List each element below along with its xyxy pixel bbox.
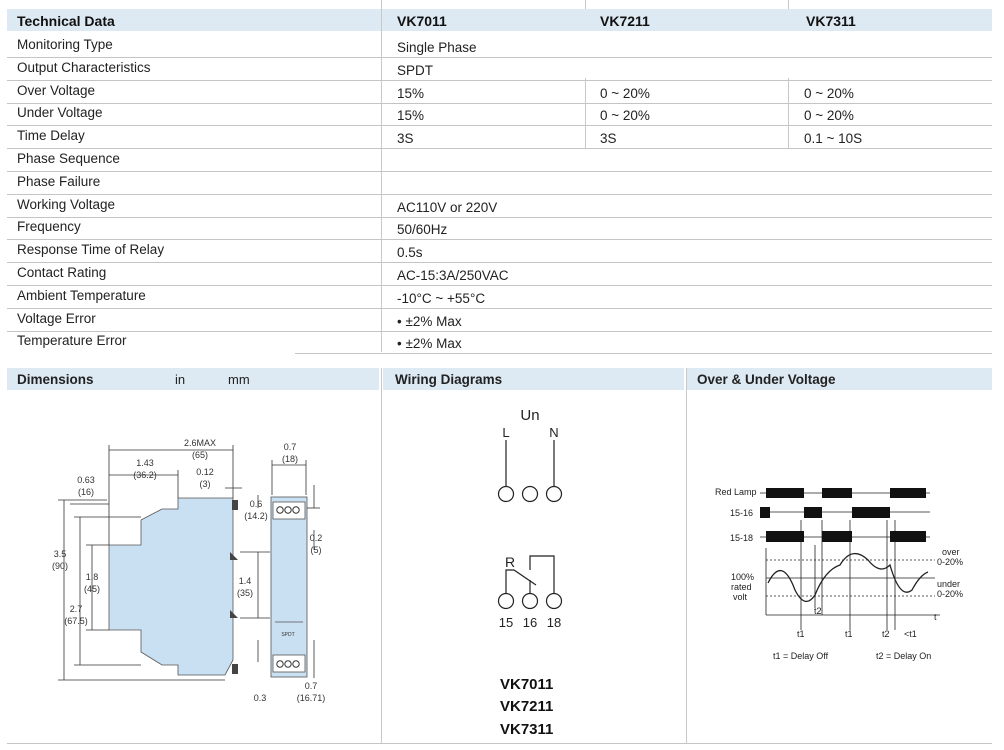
unit-in: in	[175, 372, 186, 387]
spec-row-label: Output Characteristics	[17, 59, 151, 75]
spec-cell-v3: 0.1 ~ 10S	[804, 131, 863, 147]
dim-label: 0.3	[253, 693, 267, 703]
overunder-title: Over & Under Voltage	[697, 372, 836, 387]
spec-row-label: Under Voltage	[17, 105, 103, 121]
timing-label: 15-18	[730, 533, 754, 543]
relay-body-side	[109, 498, 233, 675]
terminal-18-label: 18	[546, 615, 562, 630]
spec-row-label: Monitoring Type	[17, 37, 113, 52]
terminal-15-label: 15	[498, 615, 514, 630]
column-divider	[585, 78, 586, 148]
dim-label: (45)	[83, 584, 101, 594]
wiring-model-1: VK7011	[500, 676, 554, 693]
wiring-diagram	[383, 395, 683, 635]
dim-label: 0.12	[196, 467, 214, 477]
timing-label: t	[934, 612, 937, 622]
spec-cell-v1: 15%	[397, 85, 425, 101]
timing-label: over	[942, 547, 960, 557]
spec-cell-v2: 3S	[600, 131, 617, 147]
spec-row-label: Time Delay	[17, 128, 85, 144]
timing-legend-off: t1 = Delay Off	[773, 651, 829, 661]
spec-row-label: Working Voltage	[17, 196, 116, 212]
spec-row-label: Temperature Error	[17, 333, 127, 349]
timing-bars	[760, 488, 926, 542]
dim-label: (14.2)	[244, 511, 268, 521]
timing-label: under	[937, 579, 961, 589]
spec-cell-v3: 0 ~ 20%	[804, 85, 854, 101]
dim-label: (35)	[236, 588, 254, 598]
timing-label: 15-16	[730, 508, 754, 518]
dim-label: (5)	[310, 545, 322, 555]
spec-cell-v3: 0 ~ 20%	[804, 108, 854, 124]
terminal-16-label: 16	[522, 615, 538, 630]
timing-label: volt	[733, 592, 748, 602]
section-divider	[686, 368, 687, 744]
table-title: Technical Data	[17, 13, 115, 29]
timing-label: 100%	[731, 572, 755, 582]
dim-label: (16.71)	[296, 693, 326, 703]
dim-label: 2.7	[69, 604, 83, 614]
spec-row-label: Voltage Error	[17, 310, 96, 326]
spec-cell-v1: AC-15:3A/250VAC	[397, 268, 509, 283]
timing-label: <t1	[904, 629, 917, 639]
wiring-n-label: N	[549, 425, 559, 440]
spec-row-label: Ambient Temperature	[17, 287, 146, 303]
dim-label: (67.5)	[64, 616, 88, 626]
spdt-label: SPDT	[281, 632, 295, 638]
spec-row-label: Phase Sequence	[17, 151, 120, 166]
timing-label: rated	[731, 582, 752, 592]
timing-diagram	[688, 395, 992, 675]
dim-label: (3)	[199, 479, 211, 489]
spec-row-label: Contact Rating	[17, 265, 107, 280]
dim-label: 1.43	[136, 458, 154, 468]
spec-row-label: Over Voltage	[17, 82, 96, 98]
spec-cell-v1: • ±2% Max	[397, 336, 462, 352]
wiring-model-2: VK7211	[500, 698, 554, 715]
spec-cell-v1: -10°C ~ +55°C	[397, 290, 486, 306]
timing-label: t1	[797, 629, 805, 639]
dim-label: 0.63	[77, 475, 95, 485]
wiring-title: Wiring Diagrams	[395, 372, 503, 387]
dim-label: 0.7	[283, 442, 297, 452]
dim-label: (16)	[77, 487, 95, 497]
column-divider	[585, 0, 586, 9]
timing-legend-on: t2 = Delay On	[876, 651, 932, 661]
row-divider	[295, 353, 992, 354]
dim-label: (36.2)	[133, 470, 157, 480]
spec-cell-v1: Single Phase	[397, 40, 477, 55]
spec-row-label: Frequency	[17, 219, 81, 235]
spec-row-label: Phase Failure	[17, 173, 101, 189]
dim-label: 0.2	[309, 533, 323, 543]
timing-label: 0-20%	[937, 589, 964, 599]
dim-label: (65)	[191, 450, 209, 460]
spec-cell-v1: SPDT	[397, 62, 434, 78]
spec-cell-v2: 0 ~ 20%	[600, 108, 650, 124]
dim-label: 2.6MAX	[183, 438, 217, 448]
dimensions-title: Dimensions	[17, 372, 94, 387]
timing-label: t2	[882, 629, 890, 639]
dim-label: (90)	[51, 561, 69, 571]
wiring-model-3: VK7311	[500, 721, 554, 738]
spec-cell-v1: • ±2% Max	[397, 313, 462, 329]
dim-label: (18)	[281, 454, 299, 464]
spec-cell-v1: 3S	[397, 131, 414, 147]
dimensions-drawing	[0, 0, 382, 745]
timing-label: 0-20%	[937, 557, 964, 567]
dim-label: 3.5	[53, 549, 67, 559]
model-header-2: VK7211	[600, 13, 650, 29]
wiring-r-label: R	[504, 554, 516, 570]
spec-row-label: Response Time of Relay	[17, 242, 165, 258]
dim-label: 0.6	[249, 499, 263, 509]
wiring-l-label: L	[502, 425, 510, 440]
spec-cell-v1: 15%	[397, 108, 425, 124]
wiring-un-label: Un	[520, 407, 540, 424]
unit-mm: mm	[228, 372, 250, 387]
timing-label: t1	[845, 629, 853, 639]
dim-label: 0.7	[304, 681, 318, 691]
dim-label: 1.8	[85, 572, 99, 582]
column-divider	[788, 0, 789, 9]
timing-label: t2	[814, 606, 822, 616]
dim-label: 1.4	[238, 576, 252, 586]
model-header-1: VK7011	[397, 13, 447, 29]
spec-cell-v1: 50/60Hz	[397, 222, 448, 238]
column-divider	[788, 78, 789, 148]
spec-cell-v2: 0 ~ 20%	[600, 85, 650, 101]
spec-cell-v1: 0.5s	[397, 245, 423, 261]
relay-body-front	[271, 497, 307, 677]
spec-cell-v1: AC110V or 220V	[397, 199, 498, 215]
timing-label: Red Lamp	[715, 487, 757, 497]
model-header-3: VK7311	[806, 13, 856, 29]
